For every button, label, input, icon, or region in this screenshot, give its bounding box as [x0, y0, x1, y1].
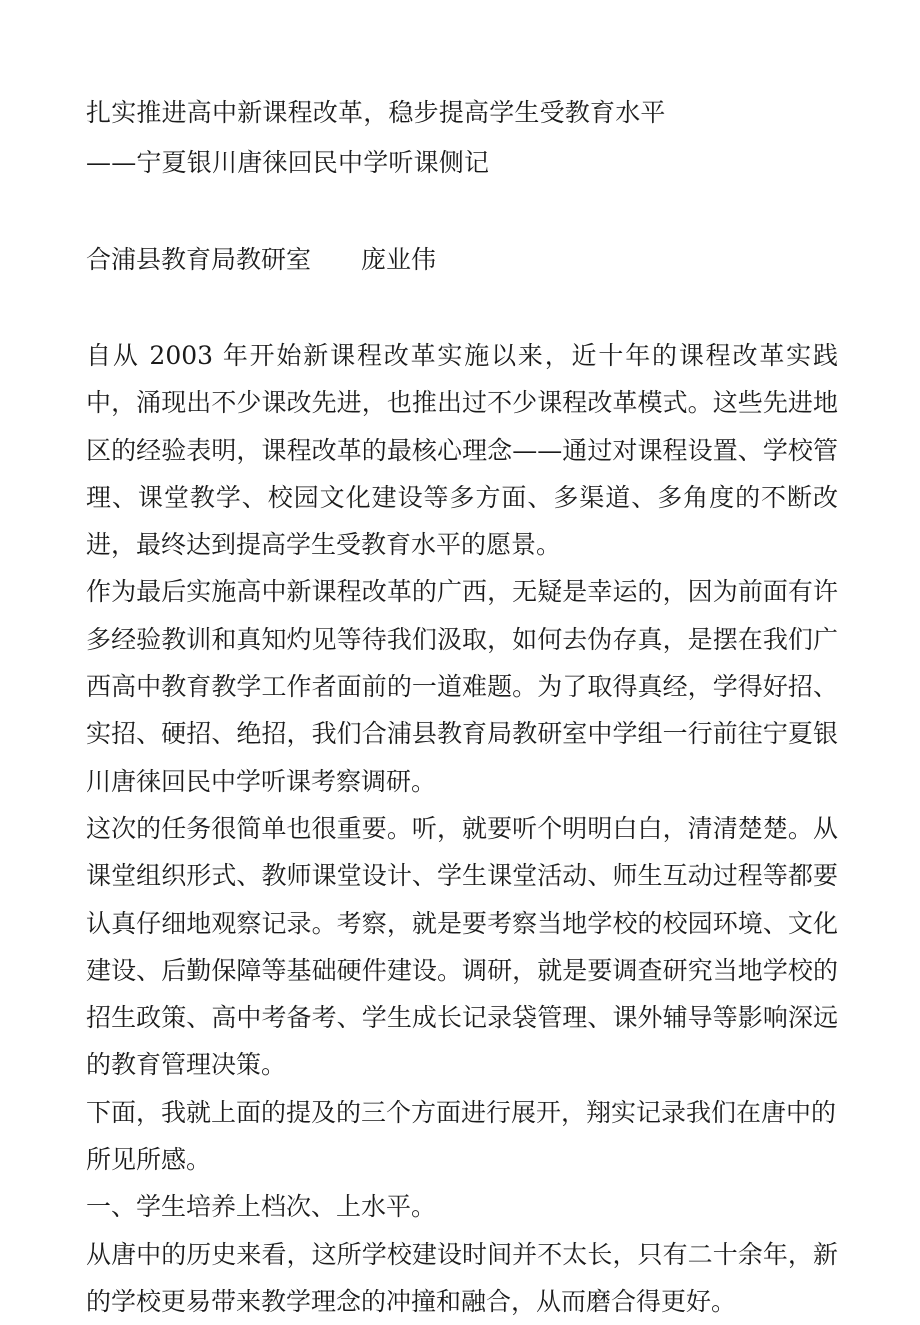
paragraph-block [86, 285, 838, 1325]
paragraph: 从唐中的历史来看，这所学校建设时间并不太长，只有二十余年，新的学校更易带来教学理念的冲撞和融合，从而磨合得更好。 [86, 1239, 838, 1316]
paragraph: 下面，我就上面的提及的三个方面进行展开，翔实记录我们在唐中的所见所感。 [86, 1097, 837, 1175]
byline-block [86, 188, 838, 285]
author-byline: 合浦县教育局教研室 庞业伟 [86, 245, 437, 274]
document-body [86, 0, 838, 1325]
section-heading: 一、学生培养上档次、上水平。 [86, 1192, 437, 1222]
document-title: 扎实推进高中新课程改革，稳步提高学生受教育水平 [86, 98, 666, 127]
paragraph: 作为最后实施高中新课程改革的广西，无疑是幸运的，因为前面有许多经验教训和真知灼见等待我们汲取，如何去伪存真，是摆在我们广西高中教育教学工作者面前的一道难题。为了取得真经，学得好招、实招、硬招、绝招，我们合浦县教育局教研室中学组一行前往宁夏银川唐徕回民中学听课考察调研。 [86, 577, 838, 796]
paragraph: 自从 2003 年开始新课程改革实施以来，近十年的课程改革实践中，涌现出不少课改先进，也推出过不少课程改革模式。这些先进地区的经验表明，课程改革的最核心理念——通过对课程设置、学校管理、课堂教学、校园文化建设等多方面、多渠道、多角度的不断改进，最终达到提高学生受教育水平的愿景。 [86, 341, 838, 560]
document-subtitle: ——宁夏银川唐徕回民中学听课侧记 [86, 148, 490, 177]
title-block [86, 0, 838, 188]
paragraph: 这次的任务很简单也很重要。听，就要听个明明白白，清清楚楚。从课堂组织形式、教师课堂设计、学生课堂活动、师生互动过程等都要认真仔细地观察记录。考察，就是要考察当地学校的校园环境、文化建设、后勤保障等基础硬件建设。调研，就是要调查研究当地学校的招生政策、高中考备考、学生成长记录袋管理、课外辅导等影响深远的教育管理决策。 [86, 813, 838, 1080]
